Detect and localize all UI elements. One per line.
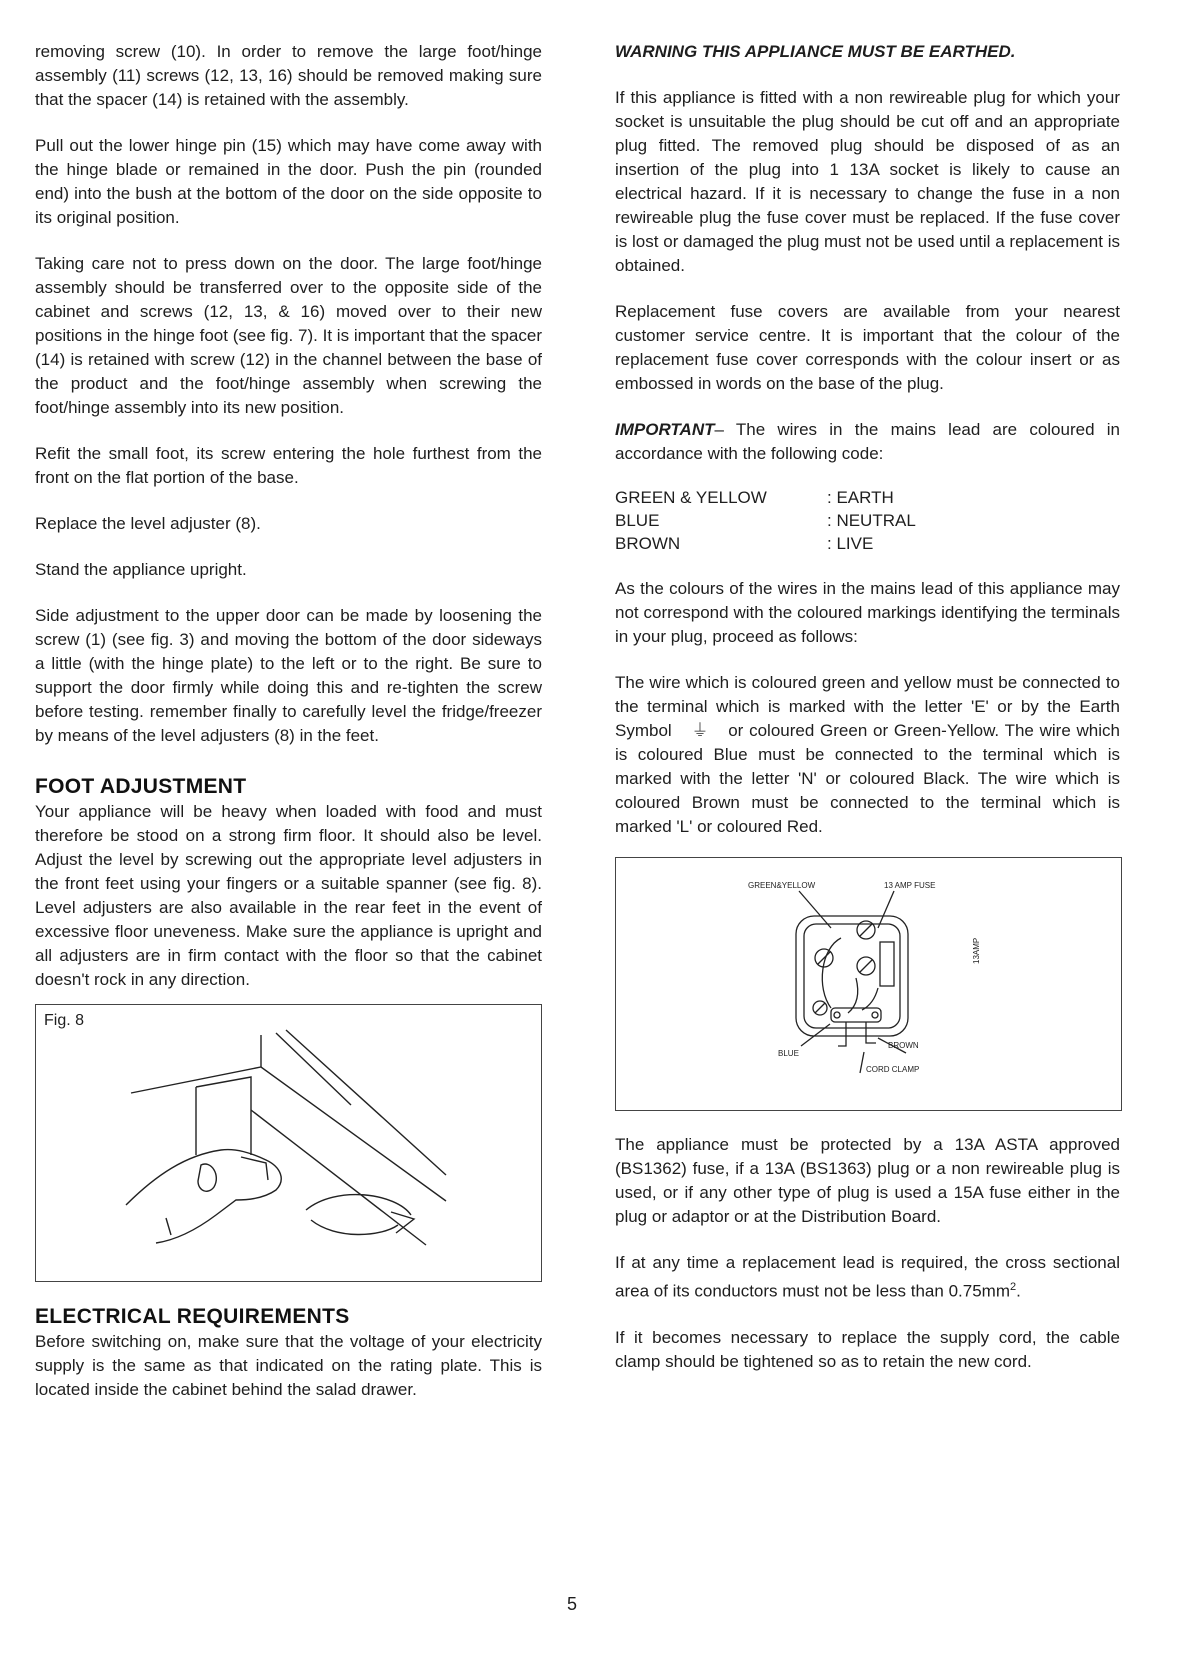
label-brown: BROWN	[888, 1041, 919, 1050]
important-label: IMPORTANT	[615, 420, 715, 439]
paragraph-replace-adjuster: Replace the level adjuster (8).	[35, 514, 261, 533]
paragraph-wiring-instructions	[615, 671, 1120, 839]
table-row	[615, 532, 916, 555]
paragraph-stand-upright: Stand the appliance upright.	[35, 560, 247, 579]
wire-meaning: : EARTH	[827, 488, 894, 507]
wire-colour: GREEN & YELLOW	[615, 488, 767, 507]
paragraph-cable-clamp: If it becomes necessary to replace the supply cord, the cable clamp should be tightened so as to retain the new cord.	[615, 1327, 1120, 1371]
table-row	[615, 509, 916, 532]
superscript-2: 2	[1009, 1281, 1017, 1293]
paragraph-transfer-hinge: Taking care not to press down on the door. The large foot/hinge assembly should be transferred over to the opposite side of the cabinet and screws (12, 13, & 16) moved over to their new positions in the hinge foot (see fig. 7). It is important that the spacer (14) is retained with screw (12) in the channel between the base of the product and the foot/hinge assembly when screwing the foot/hinge assembly into its new position.	[35, 254, 542, 417]
earthing-warning: WARNING THIS APPLIANCE MUST BE EARTHED.	[615, 42, 1016, 61]
plug-drawing	[616, 858, 1121, 1110]
earth-symbol-icon: ⏚	[691, 721, 709, 741]
paragraph-electrical-requirements: Before switching on, make sure that the voltage of your electricity supply is the same as that indicated on the rating plate. This is located inside the cabinet behind the salad drawer.	[35, 1332, 542, 1399]
right-column	[615, 40, 1120, 1396]
table-row	[615, 486, 916, 509]
wire-colour: BROWN	[615, 534, 681, 553]
wire-meaning: : NEUTRAL	[827, 511, 916, 530]
paragraph-fuse-covers: Replacement fuse covers are available from your nearest customer service centre. It is important that the colour of the replacement fuse cover corresponds with the colour insert or as embossed in words on the base of the plug.	[615, 302, 1120, 393]
fig8-label: Fig. 8	[44, 1012, 85, 1029]
paragraph-important	[615, 418, 1120, 466]
label-green-yellow: GREEN&YELLOW	[748, 881, 816, 890]
paragraph-side-adjustment: Side adjustment to the upper door can be made by loosening the screw (1) (see fig. 3) and moving the bottom of the door sideways a little (with the hinge plate) to the left or to the right. Be sure to support the door firmly while doing this and re-tighten the screw before testing. remember finally to carefully level the fridge/freezer by means of the level adjusters (8) in the feet.	[35, 606, 542, 745]
paragraph-foot-adjustment: Your appliance will be heavy when loaded with food and must therefore be stood on a strong firm floor. It should also be level. Adjust the level by screwing out the appropriate level adjusters in the front feet using your fingers or a suitable spanner (see fig. 8). Level adjusters are also available in the rear feet in the event of excessive floor uneveness. Make sure the appliance is upright and all adjusters are in firm contact with the floor so that the cabinet doesn't rock in any direction.	[35, 802, 542, 989]
wiring-text-part2: or coloured Green or Green-Yellow. The wire which is coloured Blue must be connected to the terminal which is marked with the letter 'N' or coloured Black. The wire which is coloured Brown must be connected to the terminal which is marked 'L' or coloured Red.	[615, 721, 1120, 836]
wire-colour-table	[615, 486, 916, 555]
wire-colour: BLUE	[615, 511, 660, 530]
fig8-illustration	[35, 1004, 542, 1282]
replacement-lead-end: .	[1016, 1281, 1021, 1301]
left-column	[35, 40, 542, 1424]
paragraph-fuse-protection: The appliance must be protected by a 13A ASTA approved (BS1362) fuse, if a 13A (BS1363) plug or a non rewireable plug is used, or if any other type of plug is used a 15A fuse either in the plug or adaptor or at the Distribution Board.	[615, 1135, 1120, 1226]
paragraph-refit-foot: Refit the small foot, its screw entering the hole furthest from the front on the flat portion of the base.	[35, 444, 542, 487]
fuse-marking: 13AMP	[972, 937, 981, 964]
important-text: – The wires in the mains lead are coloured in accordance with the following code:	[615, 420, 1120, 463]
paragraph-hinge-pin: Pull out the lower hinge pin (15) which may have come away with the hinge blade or remained in the door. Push the pin (rounded end) into the bush at the bottom of the door on the side opposite to its original position.	[35, 136, 542, 227]
label-cord-clamp: CORD CLAMP	[866, 1065, 920, 1074]
wiring-text-part1: The wire which is coloured green and yellow must be connected to the terminal which is marked with the letter 'E' or by the Earth Symbol	[615, 673, 1120, 740]
paragraph-non-rewireable-plug: If this appliance is fitted with a non rewireable plug for which your socket is unsuitable the plug should be cut off and an appropriate plug fitted. The removed plug should be disposed of as an insertion of the plug into 1 13A socket is likely to cause an electrical hazard. If it is necessary to change the fuse in a non rewireable plug the fuse cover must be replaced. If the fuse cover is lost or damaged the plug must not be used until a replacement is obtained.	[615, 88, 1120, 275]
foot-adjust-drawing	[36, 1005, 541, 1281]
page-number: 5	[567, 1594, 578, 1614]
replacement-lead-text: If at any time a replacement lead is required, the cross sectional area of its conductors must not be less than 0.75mm	[615, 1253, 1120, 1301]
electrical-requirements-heading: ELECTRICAL REQUIREMENTS	[35, 1305, 350, 1328]
paragraph-screw-removal: removing screw (10). In order to remove the large foot/hinge assembly (11) screws (12, 13, 16) should be removed making sure that the spacer (14) is retained with the assembly.	[35, 42, 542, 109]
label-fuse: 13 AMP FUSE	[884, 881, 936, 890]
plug-wiring-diagram	[615, 857, 1122, 1111]
label-blue: BLUE	[778, 1049, 799, 1058]
paragraph-colours-note: As the colours of the wires in the mains lead of this appliance may not correspond with the coloured markings identifying the terminals in your plug, proceed as follows:	[615, 579, 1120, 646]
paragraph-replacement-lead	[615, 1251, 1120, 1304]
foot-adjustment-heading: FOOT ADJUSTMENT	[35, 775, 247, 798]
wire-meaning: : LIVE	[827, 534, 874, 553]
